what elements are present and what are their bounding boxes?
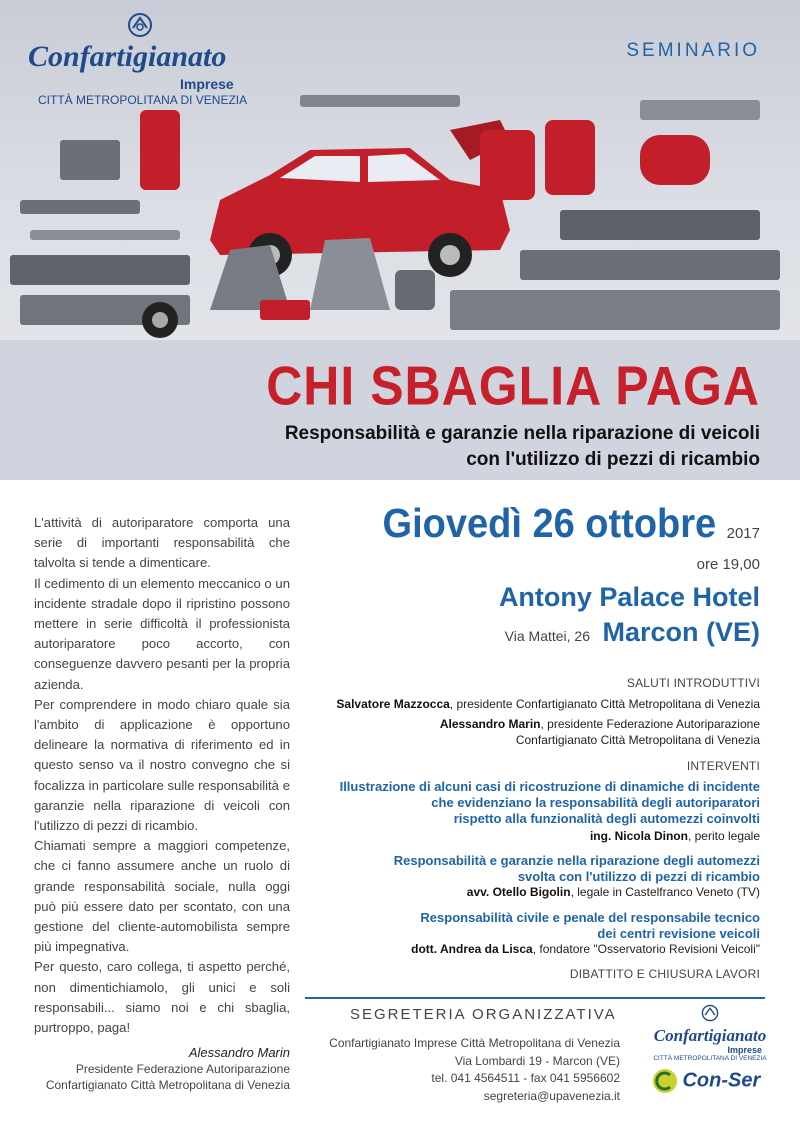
secretariat-contact <box>329 1035 620 1105</box>
divider <box>305 997 765 999</box>
talk-speaker <box>467 885 760 899</box>
subtitle-line1: Responsabilità e garanzie nella riparazione di veicoli <box>284 423 760 444</box>
talk-title <box>394 853 760 885</box>
secretariat-line: Via Lombardi 19 - Marcon (VE) <box>454 1053 620 1068</box>
confartigianato-emblem-icon <box>127 12 153 38</box>
talk-title-line: svolta con l'utilizzo di pezzi di ricambio <box>517 869 760 884</box>
logo-sub: Imprese <box>180 76 234 92</box>
conser-logo <box>652 1068 760 1094</box>
talks-header: INTERVENTI <box>686 759 760 773</box>
speaker-role: Confartigianato Città Metropolitana di Venezia <box>515 733 760 747</box>
speaker-role: , legale in Castelfranco Veneto (TV) <box>570 885 760 899</box>
secretariat-email: segreteria@upavenezia.it <box>483 1088 620 1103</box>
talk-title-line: rispetto alla funzionalità degli automezzi coinvolti <box>453 811 760 826</box>
speaker-name: Salvatore Mazzocca <box>336 697 450 711</box>
conser-emblem-icon <box>652 1068 678 1094</box>
intro-text <box>34 513 290 1038</box>
talk-title <box>340 779 760 827</box>
confartigianato-emblem-icon <box>701 1004 719 1022</box>
speaker-name: Alessandro Marin <box>439 717 541 731</box>
talk-title-line: dei centri revisione veicoli <box>597 926 760 941</box>
intro-paragraph: L'attività di autoriparatore comporta una serie di importanti responsabilità che talvolta si tende a dimenticare. <box>34 515 290 571</box>
intro-paragraph: Per comprendere in modo chiaro quale sia l'ambito di applicazione è opportuno delineare la normativa di riferimento ed in questo senso va il nostro convegno che si focalizza in particolare sulle responsabilità e garanzie nella riparazione di veicoli con l'utilizzo di pezzi di ricambio. <box>34 696 290 834</box>
secretariat-line: Confartigianato Imprese Città Metropolitana di Venezia <box>329 1036 620 1050</box>
hero-banner <box>0 0 800 480</box>
event-date: Giovedì 26 ottobre <box>382 501 717 547</box>
event-address: Via Mattei, 26 <box>504 628 591 644</box>
footer-confartigianato-logo <box>650 1004 770 1062</box>
talk-title <box>420 910 760 942</box>
welcome-speaker <box>336 697 760 711</box>
speaker-role: , perito legale <box>687 829 760 843</box>
event-year: 2017 <box>726 525 760 542</box>
speaker-name: ing. Nicola Dinon <box>589 829 688 843</box>
talk-title-line: che evidenziano la responsabilità degli autoriparatori <box>431 795 760 810</box>
wheel-icon <box>140 300 180 340</box>
event-city: Marcon (VE) <box>602 617 760 647</box>
closing-item: DIBATTITO E CHIUSURA LAVORI <box>569 967 760 981</box>
conser-name: Con-Ser <box>682 1069 761 1092</box>
confartigianato-logo <box>30 12 250 43</box>
logo-region: CITTÀ METROPOLITANA DI VENEZIA <box>38 93 248 107</box>
intro-paragraph: Per questo, caro collega, ti aspetto perché, non dimentichiamolo, gli unici e soli responsabili... siamo noi e chi sbaglia, purtroppo, paga! <box>34 959 290 1036</box>
logo-name: Confartigianato <box>28 40 227 73</box>
event-date-line <box>382 501 760 548</box>
signature-role: Confartigianato Città Metropolitana di Venezia <box>45 1078 290 1092</box>
speaker-role: , presidente Federazione Autoriparazione <box>540 717 760 731</box>
event-location <box>505 617 760 648</box>
signature-name: Alessandro Marin <box>188 1045 290 1060</box>
talk-title-line: Responsabilità civile e penale del responsabile tecnico <box>420 910 760 925</box>
footer-logo-sub: Imprese <box>727 1045 762 1055</box>
intro-paragraph: Chiamati sempre a maggiori competenze, che ci fanno assumere anche un ruolo di grande responsabilità sociale, nulla oggi può più essere dato per scontato, con una gestione del cliente-automobilista sempre più impegnativa. <box>34 838 290 955</box>
event-venue: Antony Palace Hotel <box>498 582 760 612</box>
talk-speaker <box>411 942 760 956</box>
speaker-role: , presidente Confartigianato Città Metropolitana di Venezia <box>449 697 760 711</box>
event-time: ore 19,00 <box>696 556 760 573</box>
talk-speaker <box>590 829 760 843</box>
footer-logo-region: CITTÀ METROPOLITANA DI VENEZIA <box>653 1055 767 1062</box>
welcome-header: SALUTI INTRODUTTIVI <box>626 676 760 690</box>
talk-title-line: Illustrazione di alcuni casi di ricostruzione di dinamiche di incidente <box>339 779 760 794</box>
secretariat-line: tel. 041 4564511 - fax 041 5956602 <box>431 1071 620 1085</box>
signature <box>34 1045 290 1093</box>
secretariat-header: SEGRETERIA ORGANIZZATIVA <box>350 1006 617 1023</box>
page-title: CHI SBAGLIA PAGA <box>266 355 760 417</box>
seat-icon <box>200 230 440 320</box>
speaker-role: , fondatore "Osservatorio Revisioni Veicoli" <box>532 942 760 956</box>
signature-role: Presidente Federazione Autoriparazione <box>75 1062 290 1076</box>
talk-title-line: Responsabilità e garanzie nella riparazione degli automezzi <box>393 853 760 868</box>
speaker-name: dott. Andrea da Lisca <box>411 942 533 956</box>
intro-paragraph: Il cedimento di un elemento meccanico o un incidente stradale dopo il ripristino possono mettere in serie difficoltà il professionista autoriparatore poco accorto, con conseguenze davvero pesanti per la propria azienda. <box>34 575 290 692</box>
subtitle-line2: con l'utilizzo di pezzi di ricambio <box>466 449 760 470</box>
seminar-label: SEMINARIO <box>626 40 760 61</box>
welcome-speaker <box>440 717 760 731</box>
footer-logo-name: Confartigianato <box>653 1026 767 1045</box>
speaker-name: avv. Otello Bigolin <box>466 885 571 899</box>
